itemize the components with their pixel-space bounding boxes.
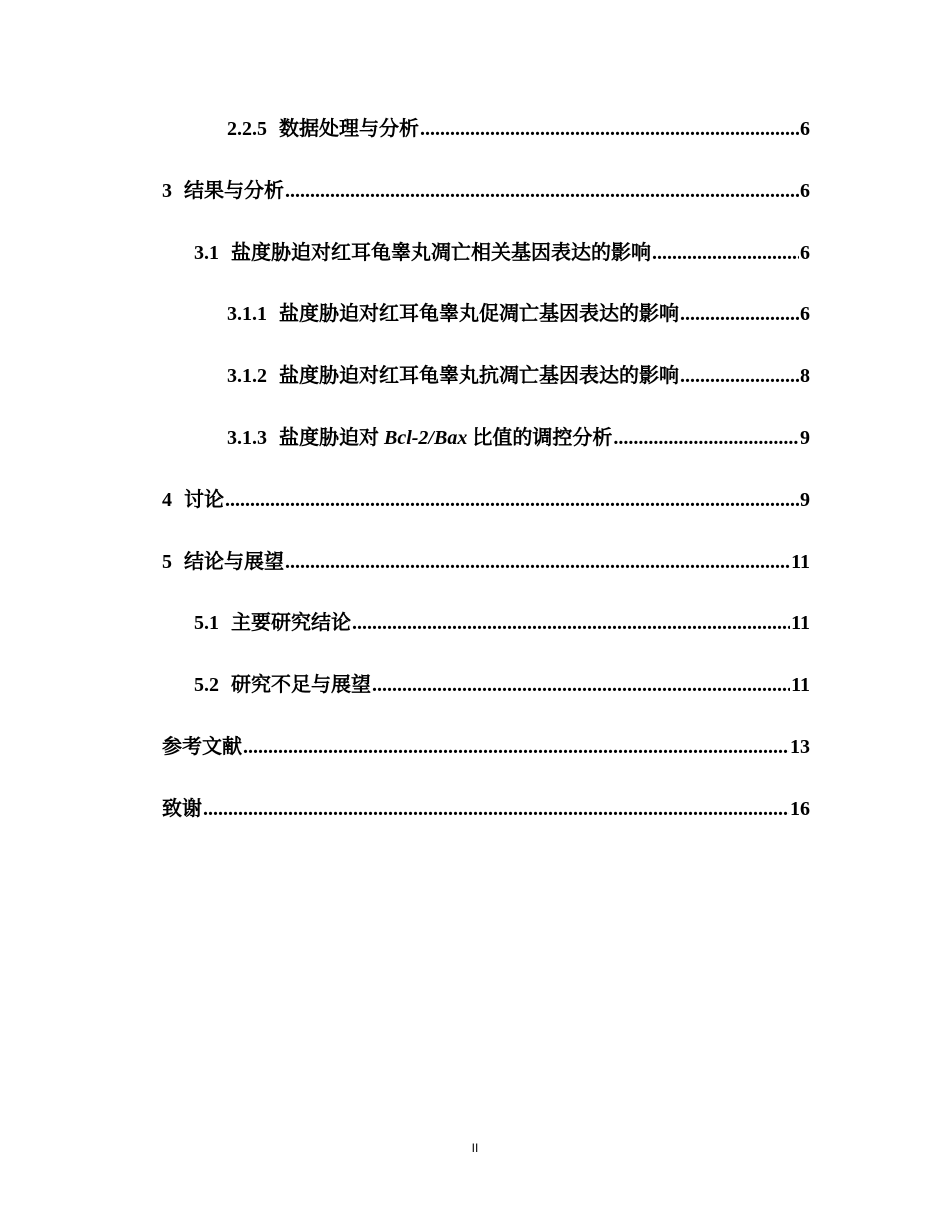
toc-entry-title: 盐度胁迫对红耳龟睾丸凋亡相关基因表达的影响	[231, 241, 651, 264]
toc-entry[interactable]	[162, 297, 810, 359]
toc-entry-page: 16	[790, 797, 810, 820]
toc-entry-page: 8	[800, 365, 810, 388]
toc-entry-number: 3.1.2	[227, 365, 267, 388]
toc-leader-dots	[203, 798, 789, 821]
toc-entry-number: 5	[162, 550, 172, 573]
toc-entry[interactable]	[162, 668, 810, 730]
toc-leader-dots	[372, 674, 790, 697]
toc-entry-number: 3	[162, 179, 172, 202]
toc-entry-title: 数据处理与分析	[279, 118, 419, 140]
toc-entry[interactable]	[162, 545, 810, 607]
toc-entry[interactable]	[162, 483, 810, 545]
toc-entry[interactable]	[162, 236, 810, 298]
toc-entry[interactable]	[162, 730, 810, 792]
toc-entry-page: 13	[790, 735, 810, 758]
toc-leader-dots	[243, 736, 789, 759]
toc-leader-dots	[285, 180, 799, 203]
gene-ratio-italic: Bcl-2/Bax	[384, 426, 468, 449]
page-number: II	[471, 1141, 479, 1155]
toc-entry-title: 参考文献	[162, 735, 242, 758]
toc-entry[interactable]	[162, 359, 810, 421]
toc-entry-number: 5.2	[194, 674, 219, 697]
toc-entry-title: 结果与分析	[184, 179, 284, 202]
toc-leader-dots	[352, 612, 790, 635]
toc-entry-title	[279, 421, 612, 450]
toc-leader-dots	[680, 365, 799, 388]
toc-entry-page: 6	[800, 118, 810, 140]
toc-entry-page: 6	[800, 303, 810, 326]
toc-entry-title: 主要研究结论	[231, 612, 351, 635]
toc-entry[interactable]	[162, 174, 810, 236]
toc-entry-page: 6	[800, 241, 810, 264]
toc-entry-title: 盐度胁迫对红耳龟睾丸促凋亡基因表达的影响	[279, 303, 679, 326]
toc-entry-title: 结论与展望	[184, 550, 284, 573]
toc-entry-number: 2.2.5	[227, 118, 267, 140]
toc-leader-dots	[680, 303, 799, 326]
toc-entry-number: 4	[162, 488, 172, 511]
toc-entry-page: 11	[791, 612, 810, 635]
toc-entry-title: 讨论	[184, 488, 224, 511]
toc-leader-dots	[420, 118, 799, 141]
table-of-contents	[162, 112, 810, 854]
toc-leader-dots	[652, 242, 799, 265]
toc-entry-number: 3.1.1	[227, 303, 267, 326]
toc-leader-dots	[613, 427, 799, 450]
toc-entry[interactable]	[162, 606, 810, 668]
toc-entry-number: 3.1	[194, 241, 219, 264]
toc-entry-title: 盐度胁迫对红耳龟睾丸抗凋亡基因表达的影响	[279, 365, 679, 388]
toc-entry-page: 11	[791, 550, 810, 573]
toc-entry-page: 11	[791, 674, 810, 697]
toc-leader-dots	[225, 489, 799, 512]
toc-entry-number: 5.1	[194, 612, 219, 635]
toc-leader-dots	[285, 551, 790, 574]
toc-entry-page: 6	[800, 179, 810, 202]
toc-title-part: 比值的调控分析	[467, 426, 613, 449]
toc-title-part: 盐度胁迫对	[279, 426, 384, 449]
toc-entry[interactable]	[162, 421, 810, 483]
toc-entry[interactable]	[162, 792, 810, 854]
toc-entry-title: 致谢	[162, 797, 202, 820]
toc-entry[interactable]	[162, 112, 810, 174]
toc-entry-title: 研究不足与展望	[231, 674, 371, 697]
toc-entry-number: 3.1.3	[227, 426, 267, 449]
toc-entry-page: 9	[800, 488, 810, 511]
toc-entry-page: 9	[800, 426, 810, 449]
